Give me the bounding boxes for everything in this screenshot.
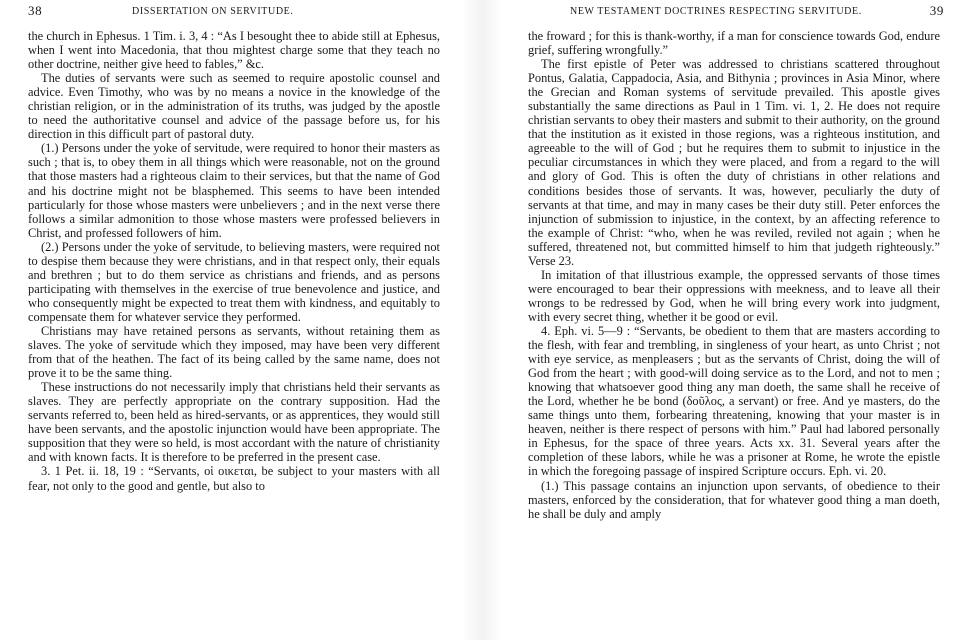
left-page-number: 38	[28, 3, 43, 18]
right-page-number: 39	[929, 3, 944, 18]
paragraph: the church in Ephesus. 1 Tim. i. 3, 4 : “As I besought thee to abide still at Ephesus, when I went into Macedonia, that thou mightest charge some that they teach no other doctrine, neither give heed to fables,” &c.	[28, 29, 440, 72]
paragraph: (2.) Persons under the yoke of servitude, to believing masters, were required not to despise them because they were christians, and in that respect only, their equals and brethren ; but to do them service as christians and friends, and as persons participating with themselves in the exercise of true benevolence and justice, and who consequently might be expected to treat them with kindness, and equitably to compensate them for whatever service they performed.	[28, 239, 440, 324]
right-page-text	[528, 29, 940, 521]
paragraph: The duties of servants were such as seemed to require apostolic counsel and advice. Even Timothy, who was by no means a novice in the knowledge of the christian religion, or in the administration of its truths, was judged by the apostle to need the authoritative counsel and advice of the passage before us, for his direction in this difficult part of pastoral duty.	[28, 71, 440, 142]
right-running-title: NEW TESTAMENT DOCTRINES RESPECTING SERVITUDE.	[570, 6, 862, 17]
paragraph: 4. Eph. vi. 5—9 : “Servants, be obedient to them that are masters according to the flesh, with fear and trembling, in singleness of your heart, as unto Christ ; not with eye service, as menpleasers ; but as the servants of Christ, doing the will of God from the heart ; with good-will doing service as to the Lord, and not to men ; knowing that whatsoever good thing any man doeth, the same shall he receive of the Lord, whether he be bond (δοῦλος, a servant) or free. And ye masters, do the same things unto them, forbearing threatening, knowing that your master is in heaven, neither is there respect of persons with him.” Paul had labored personally in Ephesus, for the space of three years. Acts xx. 31. Several years after the completion of these labors, while he was a prisoner at Rome, he wrote the epistle in which the foregoing passage of inspired Scripture occurs. Eph. vi. 20.	[528, 323, 940, 479]
paragraph: The first epistle of Peter was addressed to christians scattered throughout Pontus, Galatia, Cappadocia, Asia, and Bithynia ; provinces in Asia Minor, where the Grecian and Roman systems of servitude prevailed. This apostle gives substantially the same directions as Paul in 1 Tim. vi. 1, 2. He does not require christian servants to obey their masters and submit to their authority, on the ground that the institution as it existed in those regions, was a righteous institution, and agreeable to the will of God ; but he requires them to submit to injustice in the peculiar circumstances in which they were placed, and from a regard to the will and glory of God. This is often the duty of christians in other relations and conditions besides those of servants. It was, however, peculiarly the duty of servants at that time, and may in many cases be their duty still. Peter enforces the injunction of submission to injustice, in the context, by an affecting reference to the example of Christ: “who, when he was reviled, reviled not again ; when he suffered, threatened not, but committed himself to him that judgeth righteously.” Verse 23.	[528, 57, 940, 268]
left-running-head	[28, 4, 440, 20]
right-running-head	[528, 3, 944, 20]
left-page-text	[28, 29, 440, 493]
paragraph: (1.) Persons under the yoke of servitude, were required to honor their masters as such ; that is, to obey them in all things which were reasonable, not on the ground that those masters had a righteous claim to their services, but that the name of God and his doctrine might not be blasphemed. This seems to have been intended particularly for those whose masters were unbelievers ; and in the next verse there follows a similar admonition to those whose masters were professed believers in Christ, and professed followers of him.	[28, 141, 440, 240]
paragraph: These instructions do not necessarily imply that christians held their servants as slaves. They are perfectly appropriate on the contrary supposition. Had the servants referred to, been held as hired-servants, or as apprentices, they would still have been servants, and the apostolic injunction would have been appropriate. The supposition that they were so held, is most accordant with the nature of christianity and with known facts. It is therefore to be preferred in the present case.	[28, 380, 440, 465]
paragraph: 3. 1 Pet. ii. 18, 19 : “Servants, οἱ οικεται, be subject to your masters with all fear, not only to the good and gentle, but also to	[28, 464, 440, 493]
paragraph: (1.) This passage contains an injunction upon servants, of obedience to their masters, enforced by the consideration, that for whatever good thing a man doeth, he shall be duly and amply	[528, 478, 940, 521]
paragraph: In imitation of that illustrious example, the oppressed servants of those times were encouraged to bear their oppressions with meekness, and to leave all their wrongs to be redressed by God, when he will bring every work into judgment, with every secret thing, whether it be good or evil.	[528, 267, 940, 324]
paragraph: Christians may have retained persons as servants, without retaining them as slaves. The yoke of servitude which they imposed, may have been very different from that of the heathen. The fact of its being called by the same name, does not prove it to be the same thing.	[28, 323, 440, 381]
left-running-title: DISSERTATION ON SERVITUDE.	[132, 6, 294, 17]
right-page	[528, 0, 944, 640]
left-page	[28, 0, 440, 640]
book-gutter	[462, 0, 502, 640]
paragraph: the froward ; for this is thank-worthy, if a man for conscience towards God, endure grief, suffering wrongfully.”	[528, 29, 940, 58]
